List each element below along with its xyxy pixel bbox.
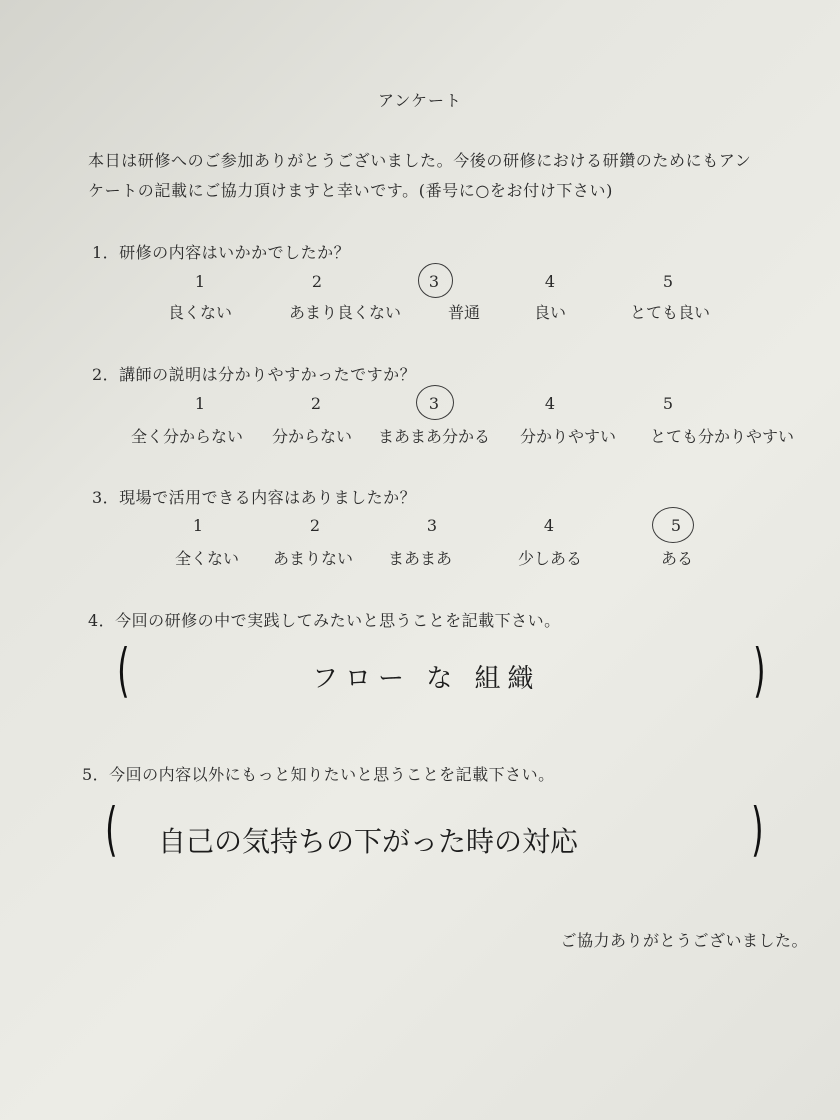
q5-open-paren: ( (105, 795, 118, 863)
q3-number-4[interactable]: 4 (543, 516, 555, 535)
q4-handwritten-answer[interactable]: フロー な 組織 (312, 664, 541, 694)
q4-open-paren: ( (117, 636, 130, 704)
intro-line-1: 本日は研修へのご参加ありがとうございました。今後の研修における研鑽のためにもアン (88, 151, 752, 170)
q2-number-3[interactable]: 3 (428, 394, 440, 413)
q2-option-2: 分からない (271, 427, 352, 446)
q2-number-1[interactable]: 1 (194, 394, 206, 413)
q2-option-1: 全く分からない (130, 427, 243, 446)
q2-number-4[interactable]: 4 (544, 394, 556, 413)
q2-option-4: 分かりやすい (519, 427, 616, 446)
q3-selection-circle (652, 507, 694, 543)
question-2-label: 2．講師の説明は分かりやすかったですか？ (92, 365, 417, 384)
q2-selection-circle (416, 385, 454, 420)
q2-number-2[interactable]: 2 (310, 394, 322, 413)
page-title: アンケート (377, 91, 463, 110)
q3-option-4: 少しある (517, 549, 582, 568)
q3-option-3: まあまあ (387, 549, 452, 568)
q5-handwritten-answer[interactable]: 自己の気持ちの下がった時の対応 (158, 825, 579, 858)
closing-message: ご協力ありがとうございました。 (560, 931, 808, 950)
q1-selection-circle (418, 263, 453, 298)
q3-option-5: ある (660, 549, 693, 568)
q2-number-5[interactable]: 5 (662, 394, 674, 413)
q3-option-1: 全くない (174, 549, 239, 568)
q2-option-3: まあまあ分かる (377, 427, 490, 446)
intro-line-2: ケートの記載にご協力頂けますと幸いです。(番号に○をお付け下さい) (88, 181, 613, 200)
q3-number-5[interactable]: 5 (670, 516, 682, 535)
q1-number-4[interactable]: 4 (544, 272, 556, 291)
q1-option-1: 良くない (167, 303, 232, 322)
question-3-label: 3．現場で活用できる内容はありましたか？ (92, 488, 417, 507)
q1-number-2[interactable]: 2 (311, 272, 323, 291)
q3-option-2: あまりない (272, 549, 353, 568)
question-4-label: 4．今回の研修の中で実践してみたいと思うことを記載下さい。 (88, 611, 561, 630)
q5-close-paren: ) (751, 795, 764, 863)
q1-number-3[interactable]: 3 (428, 272, 440, 291)
q1-option-4: 良い (533, 303, 566, 322)
question-5-label: 5．今回の内容以外にもっと知りたいと思うことを記載下さい。 (82, 765, 555, 784)
q1-number-1[interactable]: 1 (194, 272, 206, 291)
q1-option-3: 普通 (447, 303, 480, 322)
q1-number-5[interactable]: 5 (662, 272, 674, 291)
q3-number-1[interactable]: 1 (192, 516, 204, 535)
q2-option-5: とても分かりやすい (649, 427, 794, 446)
q3-number-3[interactable]: 3 (426, 516, 438, 535)
question-1-label: 1．研修の内容はいかかでしたか？ (92, 243, 351, 262)
q1-option-5: とても良い (629, 303, 710, 322)
q1-option-2: あまり良くない (288, 303, 401, 322)
q4-close-paren: ) (753, 636, 766, 704)
q3-number-2[interactable]: 2 (309, 516, 321, 535)
